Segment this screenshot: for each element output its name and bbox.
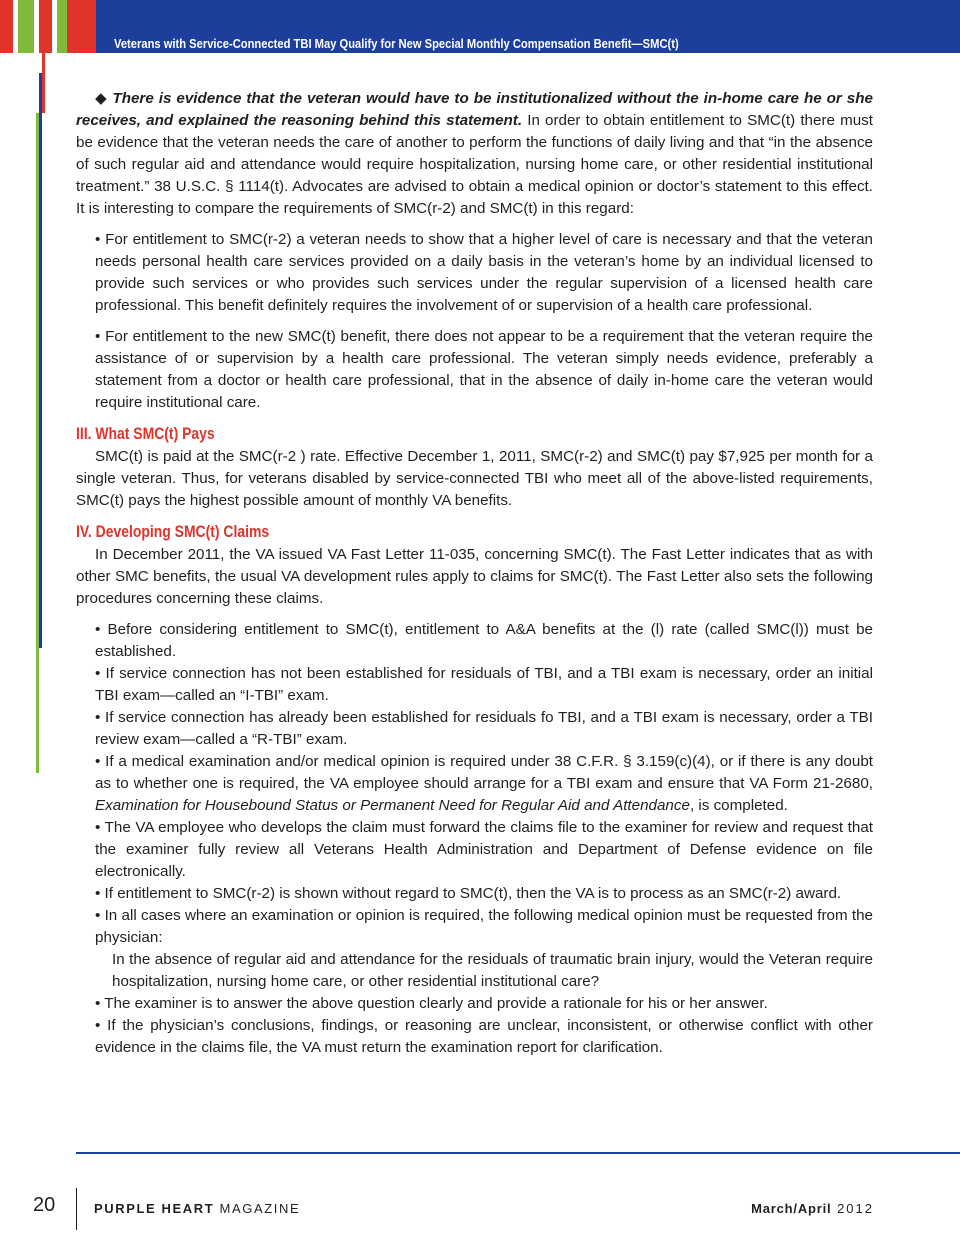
issue-year: 2012 (831, 1201, 874, 1216)
list-item: • In all cases where an examination or opinion is required, the following medical opinion must be requested from the physician: (95, 907, 873, 946)
list-item: • Before considering entitlement to SMC(t), entitlement to A&A benefits at the (l) rate (called SMC(l)) must be established. (95, 621, 873, 660)
medical-opinion-question: In the absence of regular aid and attendance for the residuals of traumatic brain injury, would the Veteran require hospitalization, nursing home care, or other residential institutional care? (112, 951, 873, 990)
green-stripe (57, 0, 67, 53)
magazine-name (94, 1201, 300, 1216)
list-item: • For entitlement to SMC(r-2) a veteran needs to show that a higher level of care is necessary and that the veteran needs personal health care services provided on a daily basis in the veteran’s home by an individual licensed to provide such services or who provides such services under the regular supervision of a licensed health care professional. This benefit definitely requires the involvement of or supervision of a health care professional. (95, 231, 873, 314)
red-stripe (39, 0, 52, 53)
list-item: • If entitlement to SMC(r-2) is shown without regard to SMC(t), then the VA is to process as an SMC(r-2) award. (95, 885, 842, 902)
list-item: • The VA employee who develops the claim must forward the claims file to the examiner for review and request that the examiner fully review all Veterans Health Administration and Department of Defense evidence on file electronically. (95, 819, 873, 880)
decorative-red-line (42, 53, 45, 113)
magazine-name-light: MAGAZINE (214, 1201, 301, 1216)
intro-text: In order to obtain entitlement to SMC(t) there must be evidence that the veteran needs the care of another to perform the functions of daily living and that “in the absence of such regular aid and attendance would require hospitalization, nursing home care, or other residential institutional treatment.” 38 U.S.C. § 1114(t). Advocates are advised to obtain a medical opinion or doctor’s statement to this effect. It is interesting to compare the requirements of SMC(r-2) and SMC(t) in this regard: (76, 112, 873, 217)
red-stripe (0, 0, 13, 53)
decorative-green-line (36, 113, 39, 773)
magazine-name-bold: PURPLE HEART (94, 1201, 215, 1216)
list-item: • The examiner is to answer the above question clearly and provide a rationale for his or her answer. (95, 995, 768, 1012)
list-item: • For entitlement to the new SMC(t) benefit, there does not appear to be a requirement that the veteran require the assistance of or supervision by a health care professional. The veteran simply needs evidence, preferably a statement from a doctor or health care professional, that in the absence of daily in-home care the veteran would require institutional care. (95, 328, 873, 411)
intro-lead: There is evidence that the veteran would have to be institutionalized without the in-home care he or she receives, and explained the reasoning behind this statement. (76, 90, 873, 129)
form-title: Examination for Housebound Status or Permanent Need for Regular Aid and Attendance (95, 797, 690, 814)
footer-divider (76, 1188, 77, 1230)
intro-paragraph (76, 88, 873, 220)
list-item-text: • If a medical examination and/or medical opinion is required under 38 C.F.R. § 3.159(c)(4), or if there is any doubt as to whether one is required, the VA employee should arrange for a TBI exam and ensure that VA Form 21-2680, (95, 753, 873, 792)
green-stripe (18, 0, 34, 53)
list-item: • If the physician’s conclusions, findings, or reasoning are unclear, inconsistent, or otherwise conflict with other evidence in the claims file, the VA must return the examination report for clarification. (95, 1017, 873, 1056)
section-heading: IV. Developing SMC(t) Claims (76, 522, 270, 541)
list-item-text: , is completed. (689, 797, 788, 814)
issue-month: March/April (751, 1201, 832, 1216)
list-item: • If service connection has already been established for residuals fo TBI, and a TBI exam is necessary, order a TBI review exam—called a “R-TBI” exam. (95, 709, 873, 748)
decorative-blue-line (39, 73, 42, 648)
red-stripe (67, 0, 96, 53)
section-paragraph: SMC(t) is paid at the SMC(r-2 ) rate. Effective December 1, 2011, SMC(r-2) and SMC(t) pay $7,925 per month for a single veteran. Thus, for veterans disabled by service-connected TBI who meet all of the above-listed requirements, SMC(t) pays the highest possible amount of monthly VA benefits. (76, 448, 873, 509)
header-bar (0, 0, 960, 53)
diamond-bullet-icon: ◆ (95, 90, 108, 107)
running-header-title: Veterans with Service-Connected TBI May Qualify for New Special Monthly Compensation Benefit—SMC(t) (114, 36, 679, 51)
article-body (76, 88, 873, 1059)
list-item (76, 751, 873, 817)
list-item: • If service connection has not been established for residuals of TBI, and a TBI exam is necessary, order an initial TBI exam—called an “I-TBI” exam. (95, 665, 873, 704)
page-number: 20 (33, 1194, 56, 1216)
section-heading: III. What SMC(t) Pays (76, 424, 215, 443)
section-paragraph: In December 2011, the VA issued VA Fast Letter 11-035, concerning SMC(t). The Fast Letter indicates that as with other SMC benefits, the usual VA development rules apply to claims for SMC(t). The Fast Letter also sets the following procedures concerning these claims. (76, 546, 873, 607)
issue-date (751, 1201, 874, 1216)
footer-rule (76, 1152, 960, 1154)
